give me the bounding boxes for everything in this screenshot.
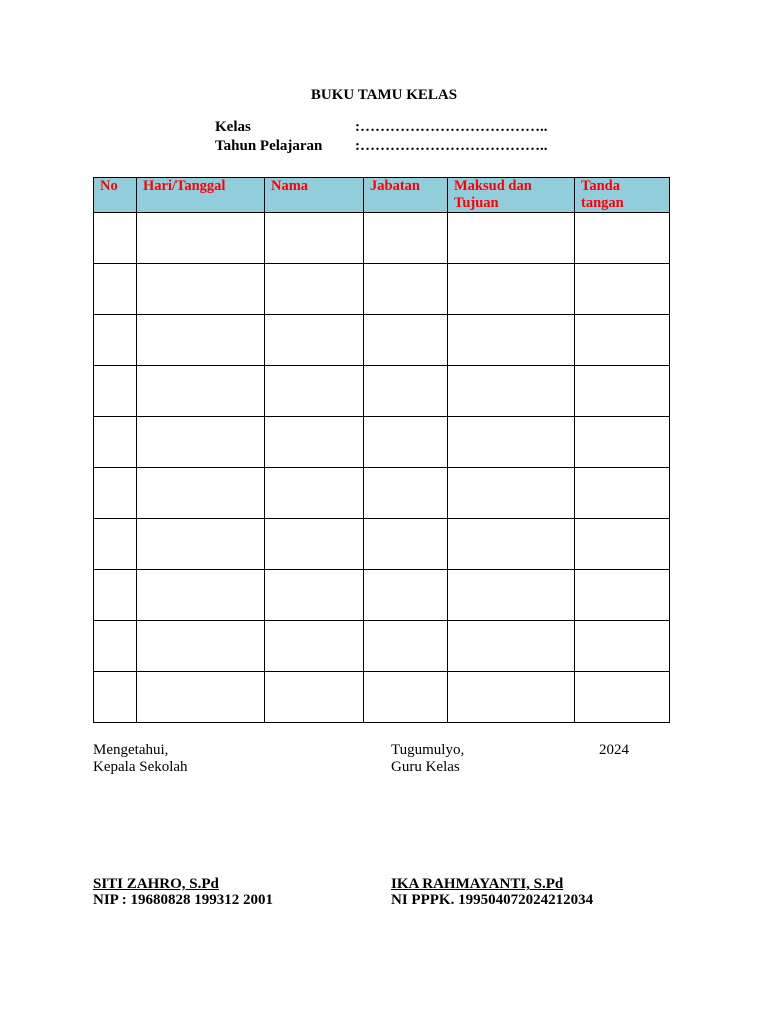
- table-cell: [94, 417, 137, 468]
- table-body: [94, 213, 670, 723]
- kelas-label: Kelas: [215, 119, 251, 135]
- header-no: No: [94, 178, 137, 213]
- table-cell: [137, 315, 265, 366]
- table-cell: [137, 570, 265, 621]
- document-title: BUKU TAMU KELAS: [310, 87, 458, 103]
- table-cell: [364, 621, 448, 672]
- table-cell: [364, 672, 448, 723]
- table-cell: [137, 366, 265, 417]
- table-cell: [94, 570, 137, 621]
- guru-kelas-label: Guru Kelas: [391, 759, 460, 775]
- table-cell: [265, 315, 364, 366]
- table-cell: [137, 672, 265, 723]
- guru-kelas-name: IKA RAHMAYANTI, S.Pd: [391, 876, 564, 892]
- table-cell: [265, 468, 364, 519]
- mengetahui-label: Mengetahui,: [93, 742, 169, 758]
- table-row: [94, 366, 670, 417]
- table-row: [94, 315, 670, 366]
- table-cell: [364, 315, 448, 366]
- table-cell: [448, 417, 575, 468]
- table-cell: [575, 519, 670, 570]
- table-cell: [265, 570, 364, 621]
- table-cell: [94, 315, 137, 366]
- table-cell: [575, 468, 670, 519]
- table-cell: [137, 264, 265, 315]
- table-cell: [448, 672, 575, 723]
- table-cell: [448, 621, 575, 672]
- kepala-sekolah-name: SITI ZAHRO, S.Pd: [93, 876, 219, 892]
- table-cell: [94, 519, 137, 570]
- table-cell: [137, 519, 265, 570]
- header-hari-tanggal: Hari/Tanggal: [137, 178, 265, 213]
- tahun-pelajaran-label: Tahun Pelajaran: [215, 138, 323, 154]
- table-row: [94, 213, 670, 264]
- table-cell: [575, 213, 670, 264]
- year-label: 2024: [599, 742, 629, 758]
- table-cell: [575, 672, 670, 723]
- table-row: [94, 468, 670, 519]
- tahun-pelajaran-value: :………………………………..: [355, 138, 548, 154]
- table-cell: [265, 213, 364, 264]
- table-cell: [448, 366, 575, 417]
- header-nama: Nama: [265, 178, 364, 213]
- table-cell: [265, 264, 364, 315]
- table-row: [94, 417, 670, 468]
- table-cell: [364, 519, 448, 570]
- table-cell: [448, 315, 575, 366]
- guru-kelas-id: NI PPPK. 199504072024212034: [391, 892, 594, 908]
- table-cell: [137, 213, 265, 264]
- kelas-row: [215, 119, 548, 136]
- table-cell: [575, 570, 670, 621]
- kepala-sekolah-label: Kepala Sekolah: [93, 759, 188, 775]
- table-cell: [94, 621, 137, 672]
- table-cell: [137, 621, 265, 672]
- header-tanda-tangan: Tanda tangan: [575, 178, 670, 213]
- header-jabatan: Jabatan: [364, 178, 448, 213]
- table-cell: [94, 672, 137, 723]
- table-row: [94, 621, 670, 672]
- table-cell: [575, 315, 670, 366]
- table-cell: [448, 213, 575, 264]
- kepala-sekolah-nip: NIP : 19680828 199312 2001: [93, 892, 273, 908]
- guest-book-table: [93, 177, 670, 723]
- table-cell: [265, 519, 364, 570]
- place-label: Tugumulyo,: [391, 742, 465, 758]
- header-maksud-tujuan: Maksud dan Tujuan: [448, 178, 575, 213]
- table-row: [94, 264, 670, 315]
- kelas-value: :………………………………..: [355, 119, 548, 135]
- table-cell: [265, 417, 364, 468]
- table-cell: [448, 468, 575, 519]
- table-cell: [265, 621, 364, 672]
- table-cell: [265, 366, 364, 417]
- table-cell: [364, 213, 448, 264]
- table-row: [94, 570, 670, 621]
- table-cell: [448, 264, 575, 315]
- table-cell: [94, 366, 137, 417]
- table-cell: [364, 366, 448, 417]
- table-cell: [364, 468, 448, 519]
- table-cell: [94, 213, 137, 264]
- table-cell: [448, 570, 575, 621]
- table-row: [94, 672, 670, 723]
- table-cell: [575, 264, 670, 315]
- table-cell: [575, 417, 670, 468]
- table-cell: [137, 417, 265, 468]
- table-cell: [364, 417, 448, 468]
- table-cell: [265, 672, 364, 723]
- table-row: [94, 519, 670, 570]
- table-cell: [364, 570, 448, 621]
- table-cell: [575, 621, 670, 672]
- table-cell: [364, 264, 448, 315]
- table-cell: [137, 468, 265, 519]
- table-cell: [575, 366, 670, 417]
- table-cell: [94, 264, 137, 315]
- table-cell: [94, 468, 137, 519]
- tahun-pelajaran-row: [215, 138, 548, 155]
- table-header-row: [94, 178, 670, 213]
- table-cell: [448, 519, 575, 570]
